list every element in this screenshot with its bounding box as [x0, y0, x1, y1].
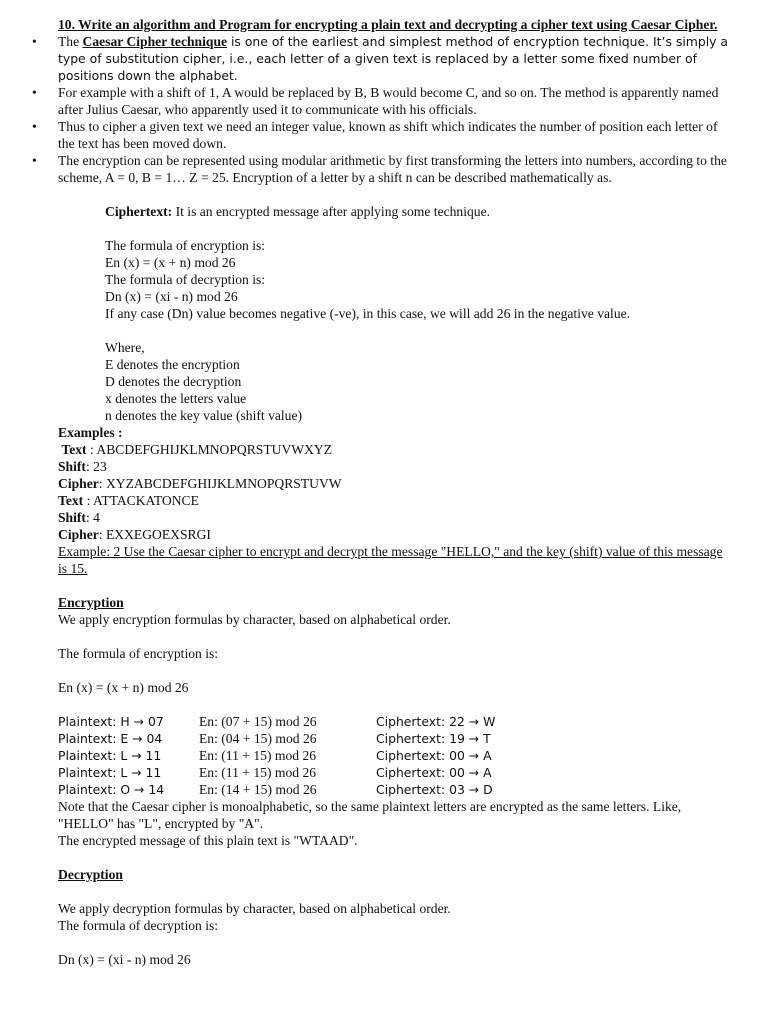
- formula-line: The formula of encryption is:: [105, 238, 266, 253]
- encryption-intro: We apply encryption formulas by character, based on alphabetical order.: [58, 612, 451, 627]
- table-row: Plaintext: O → 14 En: (14 + 15) mod 26 Ciphertext: 03 → D: [58, 782, 493, 797]
- examples-heading: Examples :: [58, 425, 123, 440]
- example-line: Text : ATTACKATONCE: [58, 493, 199, 508]
- formula-line: The formula of decryption is:: [105, 272, 266, 287]
- decryption-intro: We apply decryption formulas by character, based on alphabetical order.: [58, 901, 451, 916]
- decryption-section: [58, 866, 734, 968]
- example-line: Shift: 23: [58, 459, 107, 474]
- example-line: Shift: 4: [58, 510, 100, 525]
- decryption-formula-label: The formula of decryption is:: [58, 918, 219, 933]
- section-title: 10. Write an algorithm and Program for encrypting a plain text and decrypting a cipher text using Caesar Cipher.: [58, 17, 718, 32]
- bullet-icon: •: [32, 85, 37, 100]
- formula-line: If any case (Dn) value becomes negative (-ve), in this case, we will add 26 in the negative value.: [105, 306, 631, 321]
- caesar-cipher-term: Caesar Cipher technique: [82, 34, 228, 49]
- bullet-icon: •: [32, 119, 37, 134]
- document-page: [32, 16, 734, 968]
- table-row: Plaintext: L → 11 En: (11 + 15) mod 26 Ciphertext: 00 → A: [58, 748, 492, 763]
- decryption-formula: Dn (x) = (xi - n) mod 26: [58, 952, 191, 967]
- formula-line: Dn (x) = (xi - n) mod 26: [105, 289, 238, 304]
- table-row: Plaintext: E → 04 En: (04 + 15) mod 26 Ciphertext: 19 → T: [58, 731, 491, 746]
- bullet-icon: •: [32, 153, 37, 168]
- where-line: D denotes the decryption: [105, 374, 242, 389]
- encryption-result: The encrypted message of this plain text is "WTAAD".: [58, 833, 358, 848]
- table-row: Plaintext: H → 07 En: (07 + 15) mod 26 Ciphertext: 22 → W: [58, 714, 496, 729]
- encryption-formula: En (x) = (x + n) mod 26: [58, 680, 189, 695]
- bullet-text: For example with a shift of 1, A would be replaced by B, B would become C, and so on. The method is apparently named after Julius Caesar, who apparently used it to communicate with his officials.: [58, 85, 719, 117]
- bullet-item: [32, 84, 734, 118]
- table-row: Plaintext: L → 11 En: (11 + 15) mod 26 Ciphertext: 00 → A: [58, 765, 492, 780]
- ciphertext-label: Ciphertext:: [105, 204, 173, 219]
- bullet-text: is one of the earliest and simplest method of encryption technique. It’s simply a type of substitution cipher, i.e., each letter of a given text is replaced by a letter some fixed number of positions down the alphabet.: [58, 34, 729, 83]
- decryption-heading: Decryption: [58, 867, 123, 882]
- encryption-table: [58, 713, 734, 798]
- intro-bullet-list: [32, 33, 734, 186]
- bullet-text: The: [58, 34, 83, 49]
- formula-block: [105, 237, 734, 322]
- encryption-formula-label: The formula of encryption is:: [58, 646, 219, 661]
- where-line: n denotes the key value (shift value): [105, 408, 303, 423]
- where-line: E denotes the encryption: [105, 357, 240, 372]
- encryption-note: Note that the Caesar cipher is monoalphabetic, so the same plaintext letters are encrypted as the same letters. Like, "HELLO" has "L", encrypted by "A".: [58, 799, 682, 831]
- example-line: Cipher: EXXEGOEXSRGI: [58, 527, 211, 542]
- example-2-heading: Example: 2 Use the Caesar cipher to encrypt and decrypt the message "HELLO," and the key (shift) value of this message is 15.: [58, 544, 723, 576]
- example-line: Text : ABCDEFGHIJKLMNOPQRSTUVWXYZ: [61, 442, 333, 457]
- ciphertext-definition: [105, 203, 734, 220]
- ciphertext-text: It is an encrypted message after applying some technique.: [172, 204, 491, 219]
- bullet-item: [32, 33, 734, 84]
- formula-line: En (x) = (x + n) mod 26: [105, 255, 236, 270]
- bullet-item: [32, 152, 734, 186]
- where-block: [105, 339, 734, 424]
- examples-block: [58, 424, 734, 543]
- bullet-item: [32, 118, 734, 152]
- encryption-heading: Encryption: [58, 595, 124, 610]
- bullet-text: The encryption can be represented using modular arithmetic by first transforming the letters into numbers, according to the scheme, A = 0, B = 1… Z = 25. Encryption of a letter by a shift n can be described mathematically as.: [58, 153, 727, 185]
- encryption-section: [58, 594, 734, 849]
- bullet-icon: •: [32, 34, 37, 49]
- example-line: Cipher: XYZABCDEFGHIJKLMNOPQRSTUVW: [58, 476, 342, 491]
- where-line: x denotes the letters value: [105, 391, 247, 406]
- where-line: Where,: [105, 340, 145, 355]
- bullet-text: Thus to cipher a given text we need an integer value, known as shift which indicates the number of position each letter of the text has been moved down.: [58, 119, 718, 151]
